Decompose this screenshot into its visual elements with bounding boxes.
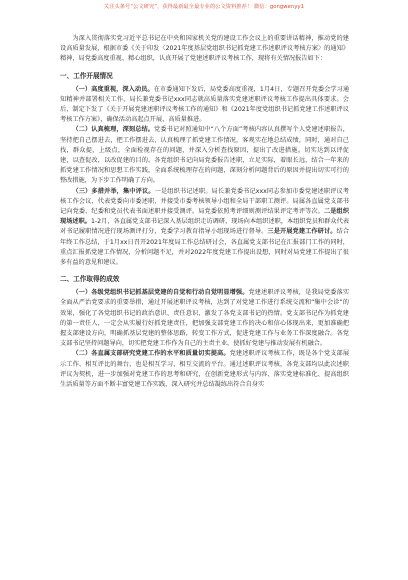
intro-paragraph: 为深入贯彻落实党习近平总书记在中央和国家机关党的建设工作会议上的重要讲话精神，推动党的建设高质量发展，根据市委《关于印发〈2021年度基层党组织书记抓党建工作述职评议考核方案〉的通知》精神，局党委高度重视、精心组织，认真开展了党建述职评议考核工作，现将有关情况报告如下： — [60, 35, 349, 63]
paragraph-1-3-body-c: 结合年终工作总结，于1月xx日召开2021年度局工作总结研讨会，各直属党支部书记在汇报部门工作的同时，重点汇报抓党建工作情况，分析问题不足，并对2022年度党建工作提出设想，同时对局党建工作提出了很多有益的意见和建议。 — [60, 228, 350, 267]
paragraph-2-2-body: 党建述职评议考核工作，既是各个党支部展示工作、相互评比的舞台，也是相互学习、相互交流的平台。通过述职评议考核，各党支部均以此次述职评议为契机，进一步加强对党建工作的思考和研究，在创新党建形式与内容、落实党建标准化、提高组织生活质量等方面不断丰富党建工作实践，深入研究并总结凝练出符合自身实 — [60, 350, 350, 389]
paragraph-1-3-body-b: 1-2月，各直属党支部书记深入基层组织走访调研，现场向本组织述职，本组织党员和群众代表对书记履职情况进行现场测评打分，党委学习教育指导小组现场进行督导。 — [60, 218, 350, 236]
paragraph-2-2 — [60, 349, 349, 390]
paragraph-1-2 — [60, 125, 349, 186]
paragraph-1-3-heading-c: 三是开展党建工作研讨。 — [267, 228, 337, 236]
paragraph-1-1-body: 在市委通知下发后，局党委高度重视，1月4日，专题召开党委会学习通知精神并部署相关工作，局长兼党委书记xxx同志就高质量落实党建述职评议考核工作提出具体要求。会后，制定下发了《关于开展党建述职评议考核工作的通知》和《2021年度党组织书记抓党建工作述职评议考核工作方案》，确保活动高起点开展、高质量推进。 — [60, 85, 350, 124]
promo-banner: 关注头条号“公文研究”，获得最新最全最专业的公文资料推荐！ 微信：gongwenyy1 — [103, 4, 305, 10]
paragraph-1-3-body-a: 一是组织书记述职。局长兼党委书记xxx同志参加市委党建述职评议考核工作会议，代表党委向市委述职，并接受市委考核领导小组和全局干部职工测评。局属各直属党支部书记向党委、纪委和党员代表书面述职并接受测评。局党委依照考评细则测评结果评定考评等次。 — [60, 187, 350, 216]
section-heading-1: 一、工作开展情况 — [60, 71, 113, 80]
paragraph-2-1-body: 党建述职评议考核，是我局党委落实全面从严治党要求的重要举措，通过开展述职评议考核，达到了对党建工作进行系统交流和“集中会诊”的效果，强化了各党组织书记的政治意识、责任意识，激发了各党支部书记的热情。党支部书记作为抓党建的第一责任人，一定会从实履行好抓党建责任，把加强支部党建工作的决心和信心体现出来，更加准确把握支部建设方向，明确抓基层党建的整体思路，转变工作方式，促进党建工作与业务工作深度融合。各党支部书记坚持问题导向，切实把党建工作作为自己的主责主业，使抓好党建与推动发展有机融合。 — [60, 289, 350, 348]
paragraph-2-1-heading: （一）各级党组织书记抓基层党建的自觉和行动自觉明显增强。 — [72, 289, 249, 297]
paragraph-1-3 — [60, 187, 349, 269]
document-body — [60, 34, 349, 390]
paragraph-1-3-heading: （三）多措并举，集中评议。 — [72, 187, 155, 195]
paragraph-1-3-heading-b: 二是组织现场述职。 — [60, 208, 350, 226]
paragraph-1-1 — [60, 85, 349, 126]
paragraph-1-1-heading: （一）高度重视，深入动员。 — [72, 85, 154, 93]
paragraph-2-2-heading: （二）各直属支部研究党建工作的水平和质量切实提高。 — [72, 350, 230, 358]
paragraph-1-2-body: 党委书记对照通知中“八个方面”考核内容认真撰写个人党建述职报告，坚持把自己摆进去，把工作摆进去，认真梳理了抓党建工作情况，客观实在地总结成绩，同时，通对自己找，群众提，上级点，全面检视存在的问题，并深入分析查找原因，提出了改进措施。切实达到以评促建，以查促改，以改促建的目的。各党组织书记向局党委报告述职，立足实际，着眼长远，结合一年来的抓党建工作情况和思想工作实践，全面系统梳理存在的问题，深刻分析问题背后的原因并提出切实可行的整改措施，为下步工作明确了方向。 — [60, 126, 349, 185]
paragraph-1-2-heading: （二）认真梳理，深刻总结。 — [72, 126, 155, 134]
section-heading-2: 二、工作取得的成效 — [60, 275, 120, 284]
paragraph-2-1 — [60, 288, 349, 349]
